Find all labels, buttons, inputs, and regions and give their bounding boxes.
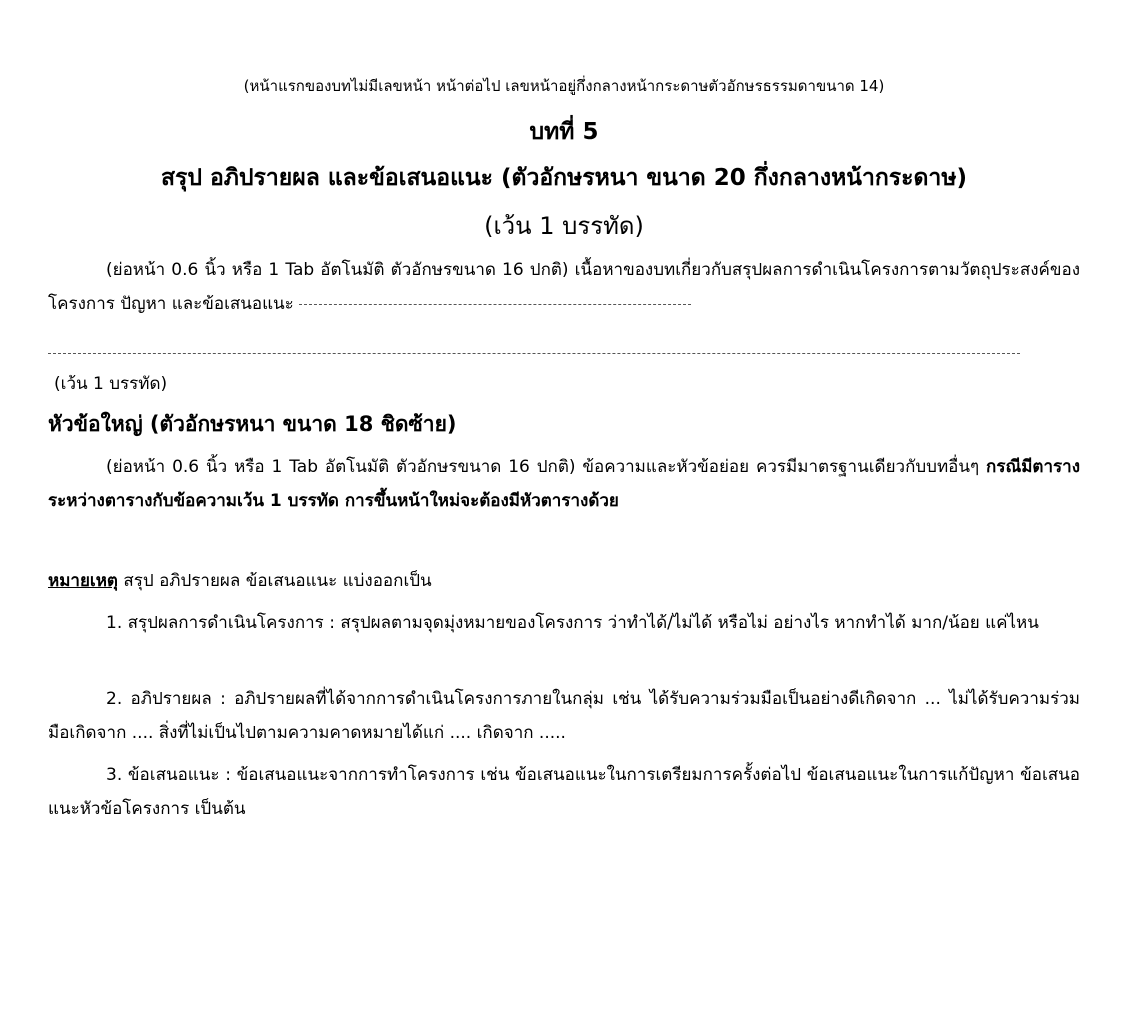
body-paragraph xyxy=(48,450,1080,518)
remark-line xyxy=(48,564,1080,598)
remark-item-1: 1. สรุปผลการดำเนินโครงการ : สรุปผลตามจุดมุ่งหมายของโครงการ ว่าทำได้/ไม่ได้ หรือไม่ อย่างไร หากทำได้ มาก/น้อย แค่ไหน xyxy=(106,613,1039,633)
chapter-title: สรุป อภิปรายผล และข้อเสนอแนะ (ตัวอักษรหนา ขนาด 20 กึ่งกลางหน้ากระดาษ) xyxy=(160,165,968,191)
intro-paragraph xyxy=(48,253,1080,321)
body-text: (ย่อหน้า 0.6 นิ้ว หรือ 1 Tab อัตโนมัติ ตัวอักษรขนาด 16 ปกติ) ข้อความและหัวข้อย่อย ควรมีมาตรฐานเดียวกับบทอื่นๆ xyxy=(106,457,987,477)
chapter-number: บทที่ 5 xyxy=(529,119,599,145)
remark-item-3: 3. ข้อเสนอแนะ : ข้อเสนอแนะจากการทำโครงการ เช่น ข้อเสนอแนะในการเตรียมการครั้งต่อไป ข้อเสนอแนะในการแก้ปัญหา ข้อเสนอแนะหัวข้อโครงการ เป็นต้น xyxy=(48,765,1080,819)
document-page xyxy=(48,0,1080,1014)
chapter-spacer-note: (เว้น 1 บรรทัด) xyxy=(484,212,644,240)
remark-label: หมายเหตุ xyxy=(48,571,118,591)
body-bold-text: กรณีมีตาราง ระหว่างตารางกับข้อความเว้น 1 บรรทัด การขึ้นหน้าใหม่จะต้องมีหัวตารางด้วย xyxy=(48,457,1080,511)
fill-in-dotted-line-full xyxy=(48,353,1020,354)
remark-text: สรุป อภิปรายผล ข้อเสนอแนะ แบ่งออกเป็น xyxy=(117,571,432,591)
spacer-note: (เว้น 1 บรรทัด) xyxy=(54,374,168,394)
remark-item-2: 2. อภิปรายผล : อภิปรายผลที่ได้จากการดำเนินโครงการภายในกลุ่ม เช่น ได้รับความร่วมมือเป็นอย่างดีเกิดจาก ... ไม่ได้รับความร่วมมือเกิดจาก .... สิ่งที่ไม่เป็นไปตามความคาดหมายได้แก่ .... เกิดจาก ..... xyxy=(48,689,1080,743)
intro-text: (ย่อหน้า 0.6 นิ้ว หรือ 1 Tab อัตโนมัติ ตัวอักษรขนาด 16 ปกติ) เนื้อหาของบทเกี่ยวกับสรุปผลการดำเนินโครงการตามวัตถุประสงค์ของโครงการ ปัญหา และข้อเสนอแนะ xyxy=(48,260,1080,314)
page-number-note: (หน้าแรกของบทไม่มีเลขหน้า หน้าต่อไป เลขหน้าอยู่กึ่งกลางหน้ากระดาษตัวอักษรธรรมดาขนาด 14) xyxy=(243,77,885,95)
fill-in-dotted-line xyxy=(299,303,691,305)
main-heading: หัวข้อใหญ่ (ตัวอักษรหนา ขนาด 18 ชิดซ้าย) xyxy=(48,412,457,436)
